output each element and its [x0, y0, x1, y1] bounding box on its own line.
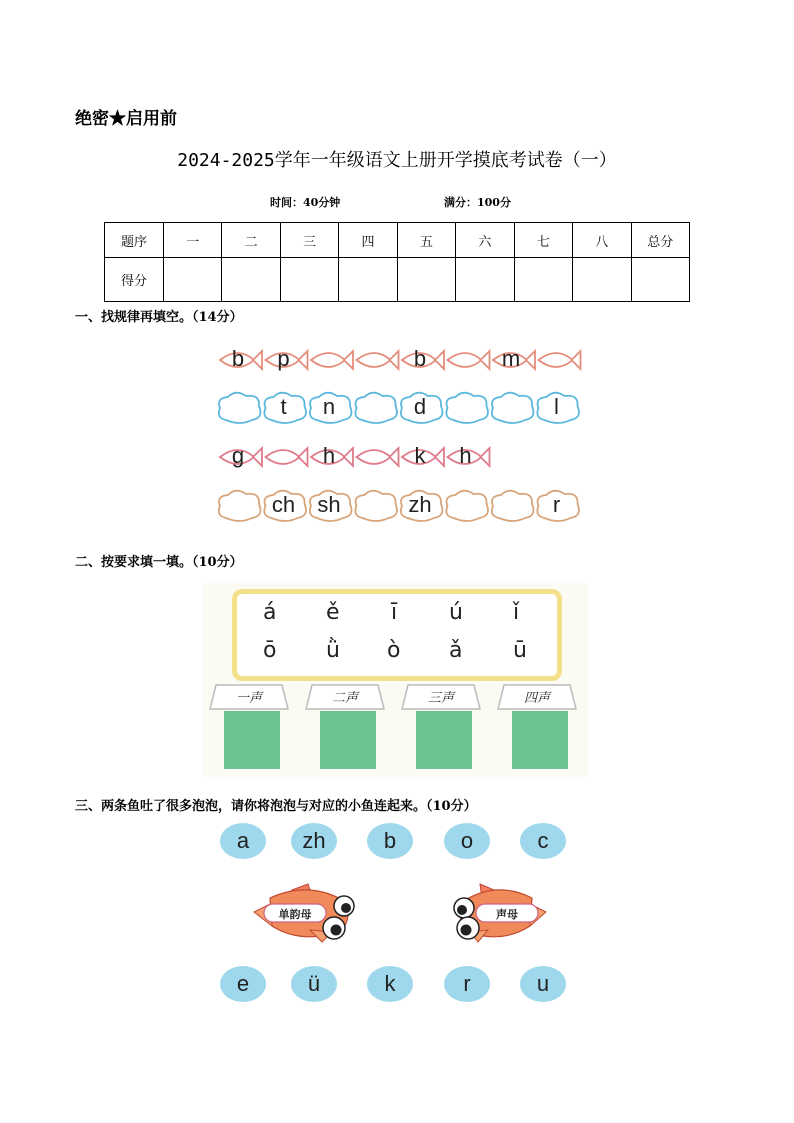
bubble[interactable]: b: [367, 823, 413, 859]
bubble[interactable]: r: [444, 966, 490, 1002]
tone-label: 四声: [523, 691, 550, 706]
pattern-letter: b: [413, 346, 427, 371]
pattern-letter: m: [501, 346, 521, 371]
bubble[interactable]: c: [520, 823, 566, 859]
pattern-letter: l: [554, 394, 559, 419]
pattern-letter: k: [414, 443, 426, 468]
score-input-cell[interactable]: [631, 258, 690, 302]
score-row-label: 得分: [105, 258, 164, 302]
fish-shape: [266, 448, 308, 466]
score-input-cell[interactable]: [456, 258, 514, 302]
pattern-letter: zh: [408, 492, 432, 517]
pattern-letter: h: [459, 443, 472, 468]
score-cell: 五: [397, 223, 455, 258]
pattern-letter: t: [280, 394, 287, 419]
pattern-letter: g: [231, 443, 245, 468]
tone-letter: ō: [263, 638, 277, 663]
tone-letter: ǎ: [449, 638, 463, 663]
bubble[interactable]: e: [220, 966, 266, 1002]
pattern-letter: r: [552, 492, 561, 517]
tone-letter: ī: [391, 600, 398, 625]
bubble[interactable]: u: [520, 966, 566, 1002]
fish-shape: [357, 351, 399, 369]
tone-letter: ǜ: [326, 638, 340, 663]
bubble[interactable]: ü: [291, 966, 337, 1002]
secret-label: 绝密★启用前: [75, 109, 177, 129]
score-input-cell[interactable]: [222, 258, 280, 302]
pattern-letter: h: [322, 443, 336, 468]
exam-time: 时间：40分钟: [270, 196, 341, 209]
exam-full-score: 满分：100分: [444, 196, 511, 209]
score-cell: 六: [456, 223, 514, 258]
tone-letter: ě: [326, 600, 340, 625]
score-cell: 二: [222, 223, 280, 258]
fish-right-label: 声母: [496, 908, 518, 921]
fish-shape: [448, 351, 490, 369]
q3-heading: 三、两条鱼吐了很多泡泡，请你将泡泡与对应的小鱼连起来。（10分）: [75, 799, 477, 814]
score-cell: 总分: [631, 223, 690, 258]
tone-letter: ò: [387, 638, 401, 663]
score-table-header-row: [105, 223, 690, 258]
score-input-cell[interactable]: [339, 258, 397, 302]
tone-label: 二声: [331, 691, 358, 706]
q1-pattern-area: [212, 338, 582, 536]
score-input-cell[interactable]: [573, 258, 631, 302]
score-input-cell[interactable]: [164, 258, 222, 302]
bubble[interactable]: o: [444, 823, 490, 859]
score-cell: 七: [514, 223, 572, 258]
tone-answer-box[interactable]: [224, 711, 280, 769]
exam-title: 2024-2025学年一年级语文上册开学摸底考试卷（一）: [177, 150, 617, 171]
pattern-letter: ch: [271, 492, 296, 517]
q2-heading: 二、按要求填一填。（10分）: [75, 555, 243, 570]
q2-tone-panel: [202, 583, 588, 777]
fish-shape: [539, 351, 581, 369]
tone-letter: á: [263, 600, 277, 625]
score-input-cell[interactable]: [280, 258, 338, 302]
score-input-cell[interactable]: [514, 258, 572, 302]
pattern-letter: n: [322, 394, 336, 419]
score-table: [104, 222, 690, 302]
score-cell: 题序: [105, 223, 164, 258]
cloud-shape: [355, 393, 397, 423]
bubble[interactable]: a: [220, 823, 266, 859]
tone-label: 一声: [235, 691, 262, 706]
pattern-letter: b: [231, 346, 245, 371]
cloud-shape: [446, 491, 488, 521]
bubble[interactable]: zh: [291, 823, 337, 859]
cloud-shape: [355, 491, 397, 521]
score-cell: 四: [339, 223, 397, 258]
pattern-letter: sh: [317, 492, 341, 517]
score-cell: 一: [164, 223, 222, 258]
score-table-score-row: [105, 258, 690, 302]
cloud-shape: [492, 393, 534, 423]
tone-letter: ú: [449, 600, 463, 625]
score-cell: 八: [573, 223, 631, 258]
pattern-letter: d: [413, 394, 427, 419]
cloud-shape: [219, 393, 261, 423]
tone-letter: ǐ: [513, 600, 520, 625]
cloud-shape: [446, 393, 488, 423]
pattern-letter: p: [277, 346, 290, 371]
q1-heading: 一、找规律再填空。（14分）: [75, 310, 243, 325]
score-input-cell[interactable]: [397, 258, 455, 302]
tone-answer-box[interactable]: [320, 711, 376, 769]
tone-label: 三声: [427, 691, 454, 706]
fish-left-label: 单韵母: [278, 908, 312, 921]
cloud-shape: [492, 491, 534, 521]
tone-answer-box[interactable]: [512, 711, 568, 769]
cloud-shape: [219, 491, 261, 521]
bubble[interactable]: k: [367, 966, 413, 1002]
fish-shape: [357, 448, 399, 466]
tone-letter: ū: [513, 638, 527, 663]
score-cell: 三: [280, 223, 338, 258]
tone-answer-box[interactable]: [416, 711, 472, 769]
fish-shape: [311, 351, 353, 369]
